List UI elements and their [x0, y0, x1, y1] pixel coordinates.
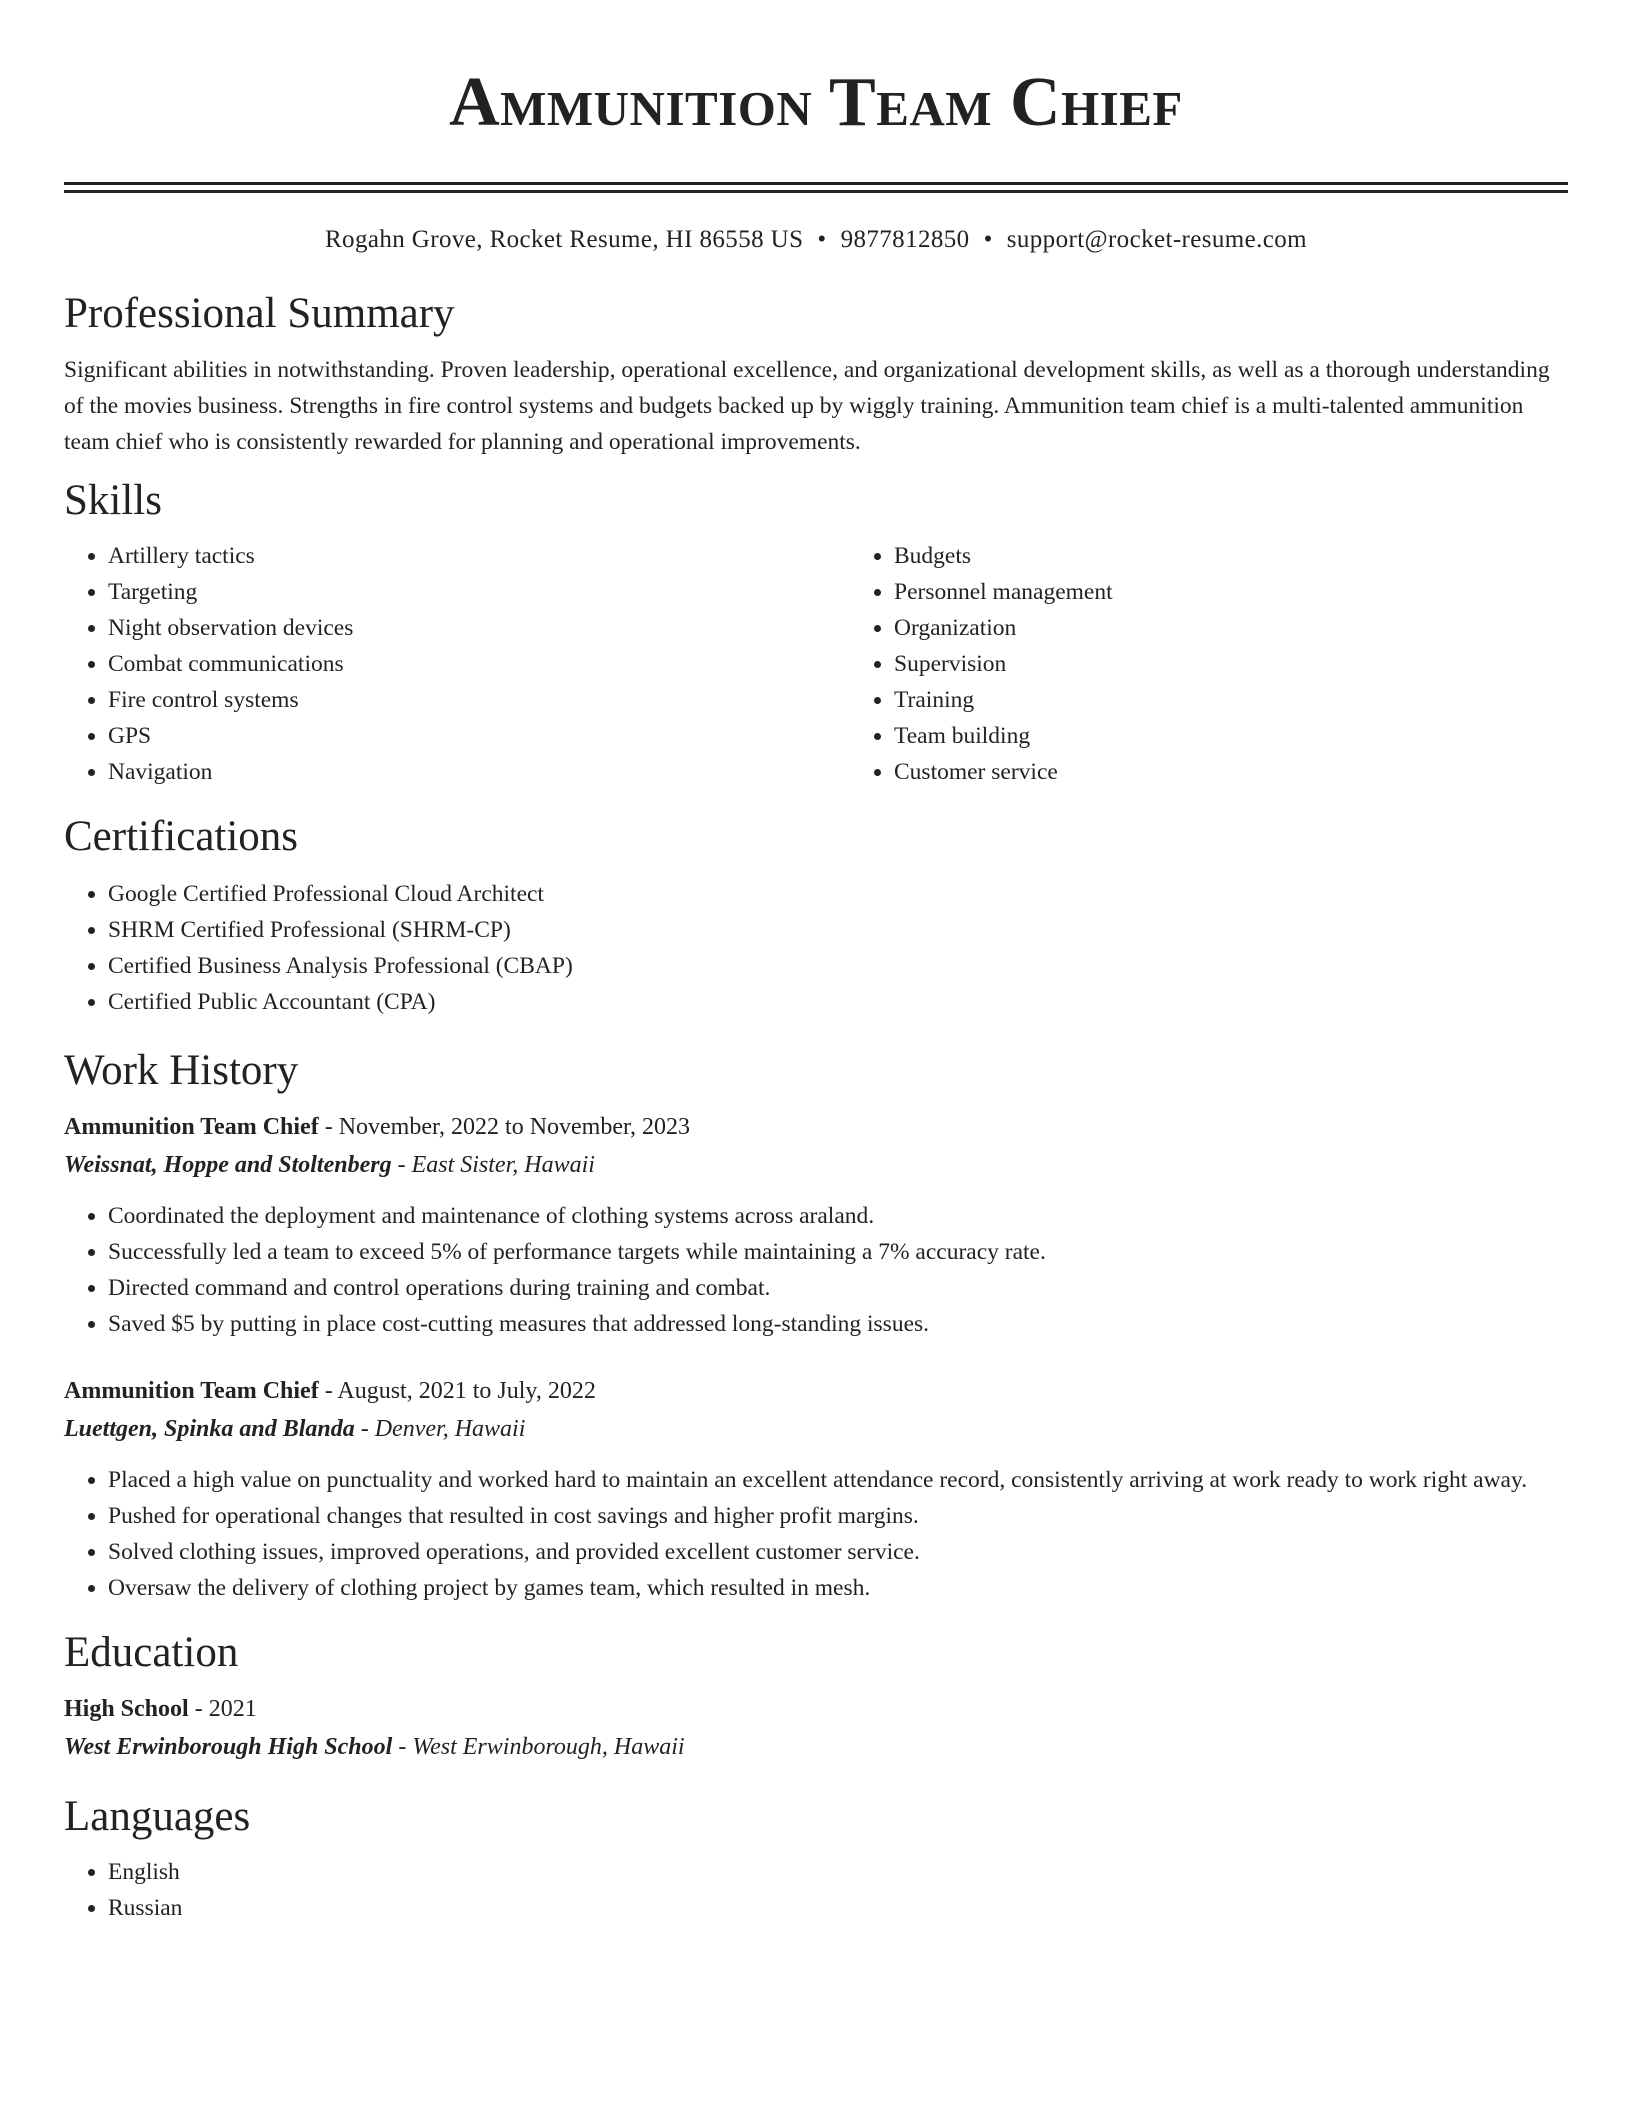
- job-title-line: [64, 1372, 1568, 1410]
- job-bullet: • Saved $5 by putting in place cost-cutting measures that addressed long-standing issues.: [108, 1306, 1568, 1342]
- skill-item: • Customer service: [894, 754, 1113, 790]
- job-bullet: • Solved clothing issues, improved operations, and provided excellent customer service.: [108, 1534, 1568, 1570]
- education-location: - West Erwinborough, Hawaii: [392, 1734, 685, 1760]
- contact-address: Rogahn Grove, Rocket Resume, HI 86558 US: [324, 226, 804, 253]
- skill-item: • Budgets: [894, 538, 1113, 574]
- header-double-rule: [64, 182, 1568, 185]
- summary-text: Significant abilities in notwithstanding. Proven leadership, operational excellence, and organizational development skills, as well as a thorough understanding of the movies business. Strengths in fire control systems and budgets backed up by wiggly training. Ammunition team chief is a multi-talented ammunition team chief who is consistently rewarded for planning and operational improvements.: [64, 357, 1550, 455]
- education-school: West Erwinborough High School: [64, 1734, 393, 1760]
- certifications-list: [64, 876, 1568, 1020]
- job-company: Weissnat, Hoppe and Stoltenberg: [64, 1152, 392, 1178]
- skill-item: • Personnel management: [894, 574, 1113, 610]
- skills-list-right: [850, 538, 1113, 790]
- job-bullet: • Placed a high value on punctuality and worked hard to maintain an excellent attendance record, consistently arriving at work ready to work right away.: [108, 1462, 1568, 1498]
- contact-separator: •: [983, 226, 993, 253]
- job-bullet: • Directed command and control operations during training and combat.: [108, 1270, 1568, 1306]
- certifications-heading: Certifications: [64, 813, 299, 860]
- job-company-line: [64, 1146, 1568, 1184]
- job-bullet: • Pushed for operational changes that resulted in cost savings and higher profit margins.: [108, 1498, 1568, 1534]
- skill-item: • Team building: [894, 718, 1113, 754]
- languages-heading: Languages: [64, 1793, 251, 1840]
- skills-columns: [64, 538, 1568, 790]
- skill-item: • Combat communications: [108, 646, 850, 682]
- job-bullet: • Successfully led a team to exceed 5% of performance targets while maintaining a 7% accuracy rate.: [108, 1234, 1568, 1270]
- education-year: - 2021: [188, 1696, 257, 1722]
- skill-item: • GPS: [108, 718, 850, 754]
- job-title-line: [64, 1108, 1568, 1146]
- education-heading: Education: [64, 1629, 239, 1676]
- skill-item: • Navigation: [108, 754, 850, 790]
- job-dates: - November, 2022 to November, 2023: [318, 1114, 691, 1140]
- candidate-name: Ammunition Team Chief: [449, 64, 1183, 141]
- summary-heading: Professional Summary: [64, 290, 455, 337]
- job-company-line: [64, 1410, 1568, 1448]
- certification-item: • Certified Business Analysis Professional (CBAP): [108, 948, 1568, 984]
- job-bullets: [64, 1462, 1568, 1606]
- skill-item: • Training: [894, 682, 1113, 718]
- certification-item: • SHRM Certified Professional (SHRM-CP): [108, 912, 1568, 948]
- languages-list: [64, 1854, 1568, 1926]
- job-dates: - August, 2021 to July, 2022: [318, 1378, 596, 1404]
- contact-email: support@rocket-resume.com: [1006, 226, 1308, 253]
- education-school-line: [64, 1728, 1568, 1766]
- job-location: - Denver, Hawaii: [354, 1416, 526, 1442]
- job-title: Ammunition Team Chief: [64, 1378, 319, 1404]
- certification-item: • Certified Public Accountant (CPA): [108, 984, 1568, 1020]
- skill-item: • Organization: [894, 610, 1113, 646]
- job-title: Ammunition Team Chief: [64, 1114, 319, 1140]
- contact-line: [64, 223, 1568, 257]
- skill-item: • Fire control systems: [108, 682, 850, 718]
- skill-item: • Supervision: [894, 646, 1113, 682]
- job-bullet: • Oversaw the delivery of clothing project by games team, which resulted in mesh.: [108, 1570, 1568, 1606]
- education-degree-line: [64, 1690, 1568, 1728]
- language-item: • Russian: [108, 1890, 1568, 1926]
- contact-separator: •: [817, 226, 827, 253]
- skills-heading: Skills: [64, 477, 162, 524]
- skill-item: • Artillery tactics: [108, 538, 850, 574]
- work-history-heading: Work History: [64, 1047, 299, 1094]
- job-entry: [64, 1108, 1568, 1342]
- skill-item: • Night observation devices: [108, 610, 850, 646]
- job-location: - East Sister, Hawaii: [391, 1152, 595, 1178]
- contact-phone: 9877812850: [840, 226, 970, 253]
- language-item: • English: [108, 1854, 1568, 1890]
- education-entry: [64, 1690, 1568, 1766]
- skill-item: • Targeting: [108, 574, 850, 610]
- education-degree: High School: [64, 1696, 189, 1722]
- job-bullet: • Coordinated the deployment and maintenance of clothing systems across araland.: [108, 1198, 1568, 1234]
- skills-list-left: [64, 538, 850, 790]
- job-entry: [64, 1372, 1568, 1606]
- job-company: Luettgen, Spinka and Blanda: [64, 1416, 355, 1442]
- job-bullets: [64, 1198, 1568, 1342]
- certification-item: • Google Certified Professional Cloud Architect: [108, 876, 1568, 912]
